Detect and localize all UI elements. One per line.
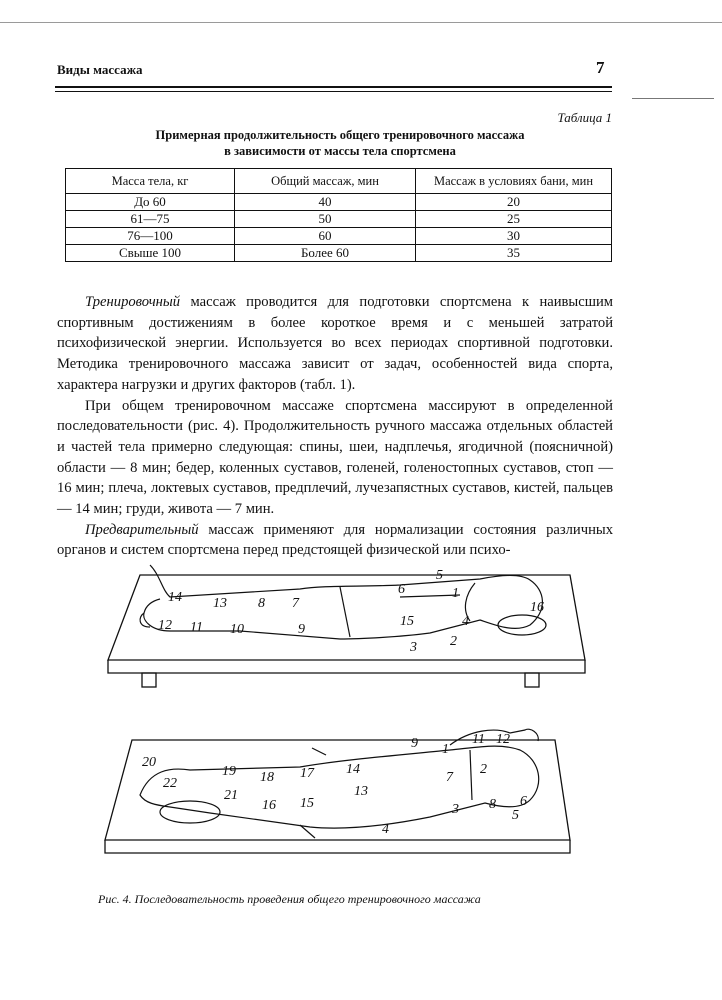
seq-label: 11: [472, 732, 485, 747]
seq-label: 14: [346, 762, 360, 777]
page-top-rule: [0, 22, 722, 23]
table-row: [66, 228, 612, 245]
seq-label: 5: [436, 568, 443, 583]
paragraph: [57, 292, 613, 396]
table-row: [66, 245, 612, 262]
table-cell: До 60: [66, 194, 235, 211]
seq-label: 6: [398, 582, 405, 597]
emphasis-term: Предварительный: [85, 521, 199, 538]
header-rule-thin: [55, 91, 612, 92]
seq-label: 12: [496, 732, 510, 747]
margin-rule: [632, 98, 714, 99]
seq-label: 4: [462, 614, 469, 629]
seq-label: 3: [452, 802, 459, 817]
seq-label: 13: [354, 784, 368, 799]
table-row: [66, 211, 612, 228]
seq-label: 20: [142, 755, 156, 770]
seq-label: 3: [410, 640, 417, 655]
table-cell: Свыше 100: [66, 245, 235, 262]
seq-label: 9: [298, 622, 305, 637]
table-title: [60, 127, 620, 159]
bottom-massage-table: [105, 740, 570, 853]
table-cell: 20: [416, 194, 612, 211]
paragraph-text: массаж применяют для нормализации состояния различных органов и систем спортсмена перед предстоящей физической или психо-: [57, 521, 613, 559]
header-rule: [55, 86, 612, 88]
seq-label: 19: [222, 764, 236, 779]
seq-label: 16: [262, 798, 276, 813]
massage-sequence-figure: [100, 555, 600, 885]
table-cell: 40: [235, 194, 416, 211]
figure-caption: Рис. 4. Последовательность проведения общего тренировочного массажа: [98, 892, 481, 906]
table-cell: 35: [416, 245, 612, 262]
seq-label: 15: [300, 796, 314, 811]
seq-label: 22: [163, 776, 177, 791]
table-header-row: [66, 169, 612, 194]
table-title-line: в зависимости от массы тела спортсмена: [224, 144, 456, 158]
page-number: 7: [596, 58, 605, 77]
table-cell: 60: [235, 228, 416, 245]
table-cell: 76—100: [66, 228, 235, 245]
table-row: [66, 194, 612, 211]
table-cell: 61—75: [66, 211, 235, 228]
seq-label: 8: [489, 797, 496, 812]
seq-label: 8: [258, 596, 265, 611]
seq-label: 17: [300, 766, 314, 781]
table-cell: Более 60: [235, 245, 416, 262]
seq-label: 10: [230, 622, 244, 637]
table-title-line: Примерная продолжительность общего тренировочного массажа: [155, 128, 525, 142]
seq-label: 2: [480, 762, 487, 777]
table-label: Таблица 1: [557, 110, 612, 125]
seq-label: 7: [446, 770, 453, 785]
table-cell: 50: [235, 211, 416, 228]
seq-label: 7: [292, 596, 299, 611]
seq-label: 21: [224, 788, 238, 803]
duration-table: [65, 168, 612, 262]
body-text: [57, 292, 613, 561]
seq-label: 6: [520, 794, 527, 809]
column-header: Общий массаж, мин: [235, 169, 416, 194]
seq-label: 1: [442, 742, 449, 757]
seq-label: 2: [450, 634, 457, 649]
column-header: Масса тела, кг: [66, 169, 235, 194]
column-header: Массаж в условиях бани, мин: [416, 169, 612, 194]
seq-label: 12: [158, 618, 172, 633]
seq-label: 13: [213, 596, 227, 611]
table-cell: 25: [416, 211, 612, 228]
paragraph: При общем тренировочном массаже спортсмена массируют в определенной последовательности (рис. 4). Продолжительность ручного массажа отдельных областей и частей тела примерно следующая: спины, шеи, надплечья, ягодичной (поясничной) области — 8 мин; бедер, коленных суставов, голеней, голеностопных суставов, стоп — 16 мин; плеча, локтевых суставов, предплечий, лучезапястных суставов, кистей, пальцев — 14 мин; груди, живота — 7 мин.: [57, 397, 613, 518]
seq-label: 1: [452, 586, 459, 601]
seq-label: 5: [512, 808, 519, 823]
seq-label: 18: [260, 770, 274, 785]
seq-label: 9: [411, 736, 418, 751]
seq-label: 16: [530, 600, 544, 615]
emphasis-term: Тренировочный: [85, 294, 181, 310]
seq-label: 14: [168, 590, 182, 605]
running-title: Виды массажа: [57, 62, 143, 77]
top-sequence-labels: [158, 568, 544, 655]
table-cell: 30: [416, 228, 612, 245]
paragraph-text: массаж проводится для подготовки спортсмена к наивысшим спортивным достижениям в более короткое время и с меньшей затратой психофизической энергии. Используется во всех периодах спортивной подготовки. Методика тренировочного массажа зависит от задач, особенностей вида спорта, характера нагрузки и других факторов (табл. 1).: [57, 294, 613, 393]
seq-label: 11: [190, 620, 203, 635]
seq-label: 4: [382, 822, 389, 837]
seq-label: 15: [400, 614, 414, 629]
